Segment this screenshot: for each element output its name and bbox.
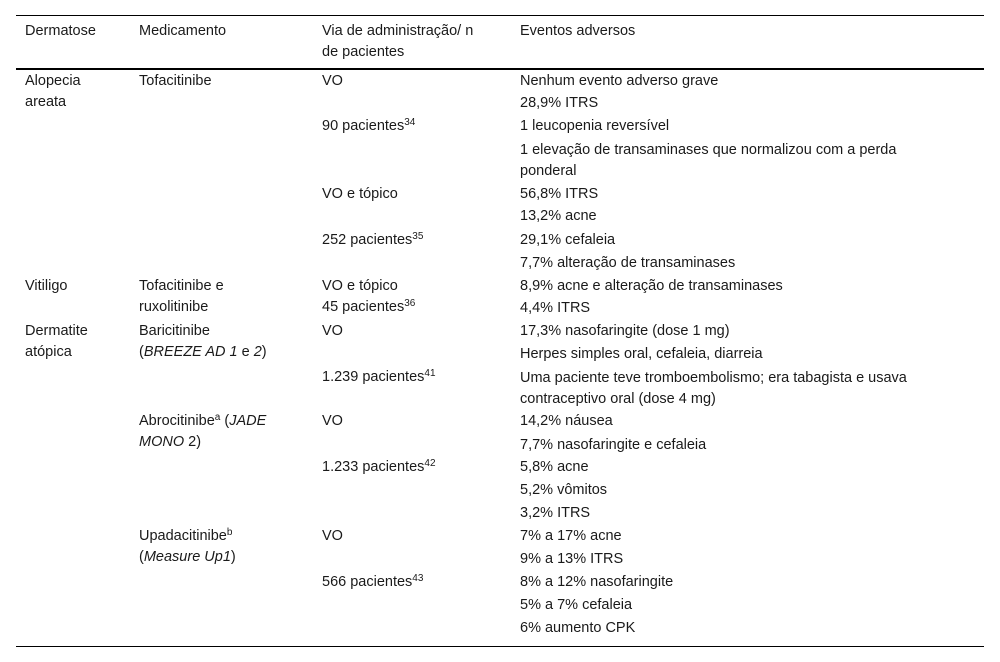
dermatose-alopecia-line1: Alopecia bbox=[25, 73, 81, 89]
header-medicamento: Medicamento bbox=[139, 23, 227, 39]
drug-upadacitinibe: Upadacitinibe$^b$ bbox=[139, 527, 233, 544]
dermatose-dermatite-line2: atópica bbox=[25, 344, 72, 360]
route-vitiligo: VO e tópico bbox=[322, 278, 398, 294]
event-line: 28,9% ITRS bbox=[520, 95, 599, 111]
event-line: 9% a 13% ITRS bbox=[520, 551, 624, 567]
header-dermatose: Dermatose bbox=[25, 23, 96, 39]
route-vitiligo-n: 45 pacientes$^{36}$ bbox=[322, 298, 416, 315]
drug-upadacitinibe-trial: (Measure Up1) bbox=[139, 549, 236, 565]
drug-abrocitinibe: Abrocitinibe$^a$ (JADE bbox=[139, 412, 267, 429]
event-line: 5,8% acne bbox=[520, 459, 589, 475]
event-line: 7,7% alteração de transaminases bbox=[520, 255, 736, 271]
dermatose-dermatite-line1: Dermatite bbox=[25, 323, 88, 339]
route-alopecia-topico-n: 252 pacientes$^{35}$ bbox=[322, 231, 424, 248]
event-line: 29,1% cefaleia bbox=[520, 232, 616, 248]
event-line: 6% aumento CPK bbox=[520, 620, 636, 636]
event-line: 5,2% vômitos bbox=[520, 482, 608, 498]
top-rule bbox=[16, 15, 984, 16]
event-line: 8,9% acne e alteração de transaminases bbox=[520, 278, 783, 294]
event-line: 1 leucopenia reversível bbox=[520, 118, 670, 134]
event-line: 7% a 17% acne bbox=[520, 528, 622, 544]
header-via-line1: Via de administração/ n bbox=[322, 23, 474, 39]
dermatose-alopecia-line2: areata bbox=[25, 94, 67, 110]
event-line: 4,4% ITRS bbox=[520, 300, 591, 316]
route-alopecia-vo: VO bbox=[322, 73, 343, 89]
route-upa-vo: VO bbox=[322, 528, 343, 544]
drug-abrocitinibe-trial: MONO 2) bbox=[139, 434, 202, 450]
event-line: contraceptivo oral (dose 4 mg) bbox=[520, 391, 716, 407]
footnote-a: a bbox=[214, 412, 221, 423]
event-line: 17,3% nasofaringite (dose 1 mg) bbox=[520, 323, 730, 339]
event-line: 7,7% nasofaringite e cefaleia bbox=[520, 437, 707, 453]
route-abro-n: 1.233 pacientes$^{42}$ bbox=[322, 458, 436, 475]
route-bari-n: 1.239 pacientes$^{41}$ bbox=[322, 368, 436, 385]
footnote-b: b bbox=[226, 527, 233, 538]
route-alopecia-vo-n: 90 pacientes$^{34}$ bbox=[322, 117, 416, 134]
event-line: 5% a 7% cefaleia bbox=[520, 597, 633, 613]
event-line: 3,2% ITRS bbox=[520, 505, 591, 521]
route-abro-vo: VO bbox=[322, 413, 343, 429]
event-line: 8% a 12% nasofaringite bbox=[520, 574, 674, 590]
event-line: 56,8% ITRS bbox=[520, 186, 599, 202]
route-upa-n: 566 pacientes$^{43}$ bbox=[322, 573, 424, 590]
route-alopecia-topico: VO e tópico bbox=[322, 186, 398, 202]
drug-tofa-rux-line1: Tofacitinibe e bbox=[139, 278, 224, 294]
drug-tofa-rux-line2: ruxolitinibe bbox=[139, 299, 209, 315]
header-eventos: Eventos adversos bbox=[520, 23, 636, 39]
drug-tofacitinibe: Tofacitinibe bbox=[139, 73, 212, 89]
bottom-rule bbox=[16, 646, 984, 647]
header-rule bbox=[16, 68, 984, 70]
header-via-line2: de pacientes bbox=[322, 44, 405, 60]
event-line: ponderal bbox=[520, 163, 577, 179]
drug-baricitinibe-trial: (BREEZE AD 1 e 2) bbox=[139, 344, 267, 360]
event-line: 14,2% náusea bbox=[520, 413, 613, 429]
dermatose-vitiligo: Vitiligo bbox=[25, 278, 68, 294]
event-line: Nenhum evento adverso grave bbox=[520, 73, 719, 89]
route-bari-vo: VO bbox=[322, 323, 343, 339]
drug-baricitinibe: Baricitinibe bbox=[139, 323, 210, 339]
event-line: Herpes simples oral, cefaleia, diarreia bbox=[520, 346, 763, 362]
event-line: 13,2% acne bbox=[520, 208, 597, 224]
event-line: 1 elevação de transaminases que normalizou com a perda bbox=[520, 142, 897, 158]
event-line: Uma paciente teve tromboembolismo; era tabagista e usava bbox=[520, 370, 907, 386]
